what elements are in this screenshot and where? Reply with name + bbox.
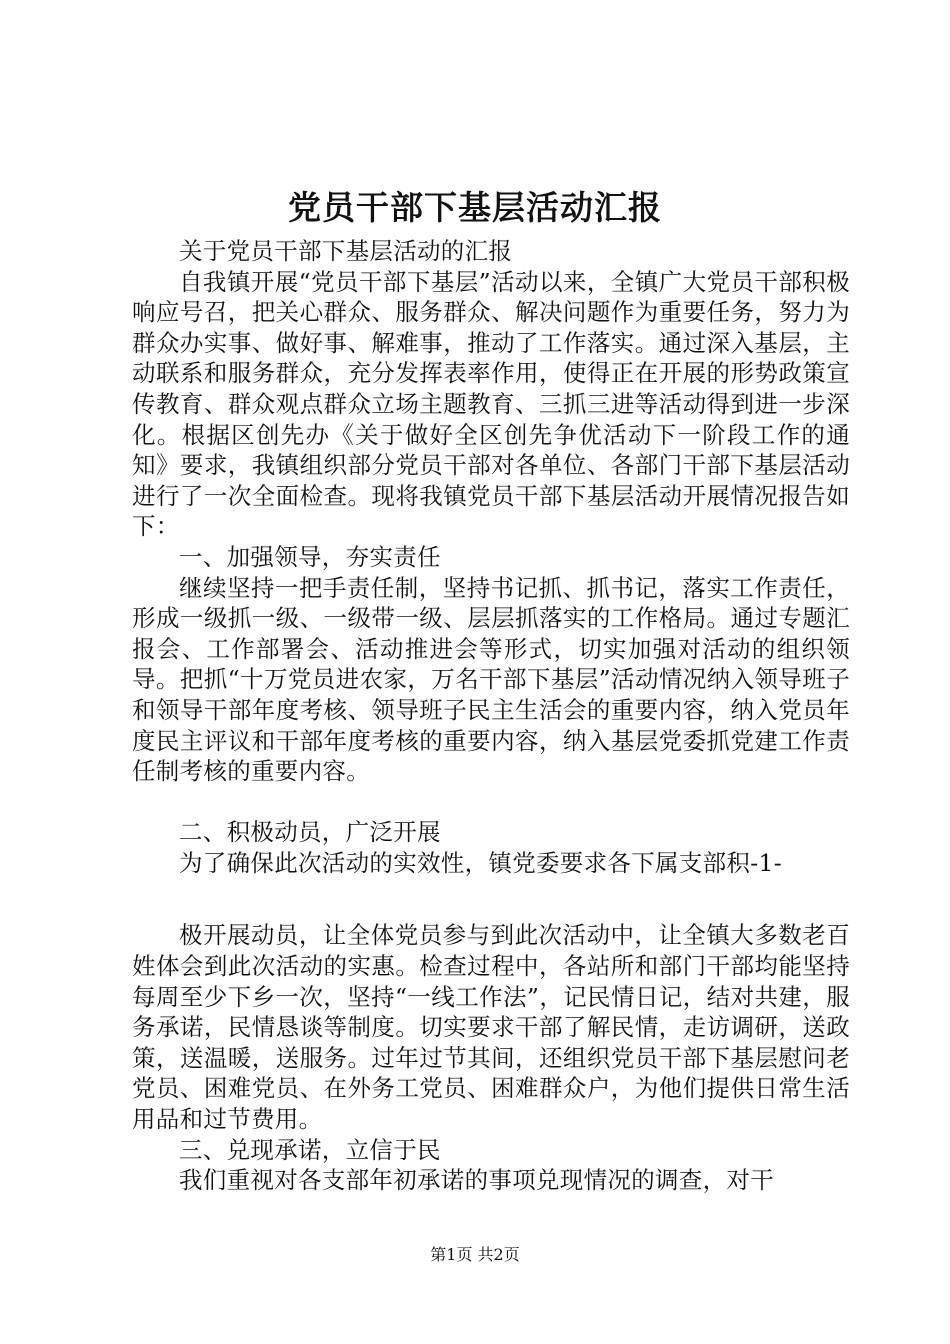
section-heading-1: 一、加强领导，夯实责任 xyxy=(179,542,441,571)
page-footer: 第1页 共2页 xyxy=(430,1245,520,1264)
document-title: 党员干部下基层活动汇报 xyxy=(288,188,662,227)
paragraph-section-2-continued: 极开展动员，让全体党员参与到此次活动中，让全镇大多数老百姓体会到此次活动的实惠。检查过程中，各站所和部门干部均能坚持每周至少下乡一次，坚持“一线工作法”，记民情日记，结对共建，服务承诺，民情恳谈等制度。切实要求干部了解民情，走访调研，送政策，送温暖，送服务。过年过节其间，还组织党员干部下基层慰问老党员、困难党员、在外务工党员、困难群众户，为他们提供日常生活用品和过节费用。 xyxy=(132,921,850,1134)
section-heading-2: 二、积极动员，广泛开展 xyxy=(179,818,441,847)
paragraph-section-2-start: 为了确保此次活动的实效性，镇党委要求各下属支部积-1- xyxy=(179,848,782,877)
report-subtitle: 关于党员干部下基层活动的汇报 xyxy=(179,237,513,265)
paragraph-intro: 自我镇开展“党员干部下基层”活动以来，全镇广大党员干部积极响应号召，把关心群众、服务群众、解决问题作为重要任务，努力为群众办实事、做好事、解难事，推动了工作落实。通过深入基层，主动联系和服务群众，充分发挥表率作用，使得正在开展的形势政策宣传教育、群众观点群众立场主题教育、三抓三进等活动得到进一步深化。根据区创先办《关于做好全区创先争优活动下一阶段工作的通知》要求，我镇组织部分党员干部对各单位、各部门干部下基层活动进行了一次全面检查。现将我镇党员干部下基层活动开展情况报告如下： xyxy=(132,267,850,541)
document-body xyxy=(132,236,850,1196)
paragraph-section-1: 继续坚持一把手责任制，坚持书记抓、抓书记，落实工作责任，形成一级抓一级、一级带一级、层层抓落实的工作格局。通过专题汇报会、工作部署会、活动推进会等形式，切实加强对活动的组织领导。把抓“十万党员进农家，万名干部下基层”活动情况纳入领导班子和领导干部年度考核、领导班子民主生活会的重要内容，纳入党员年度民主评议和干部年度考核的重要内容，纳入基层党委抓党建工作责任制考核的重要内容。 xyxy=(132,573,850,786)
paragraph-section-3: 我们重视对各支部年初承诺的事项兑现情况的调查，对干 xyxy=(179,1166,774,1195)
section-heading-3: 三、兑现承诺，立信于民 xyxy=(179,1135,441,1164)
